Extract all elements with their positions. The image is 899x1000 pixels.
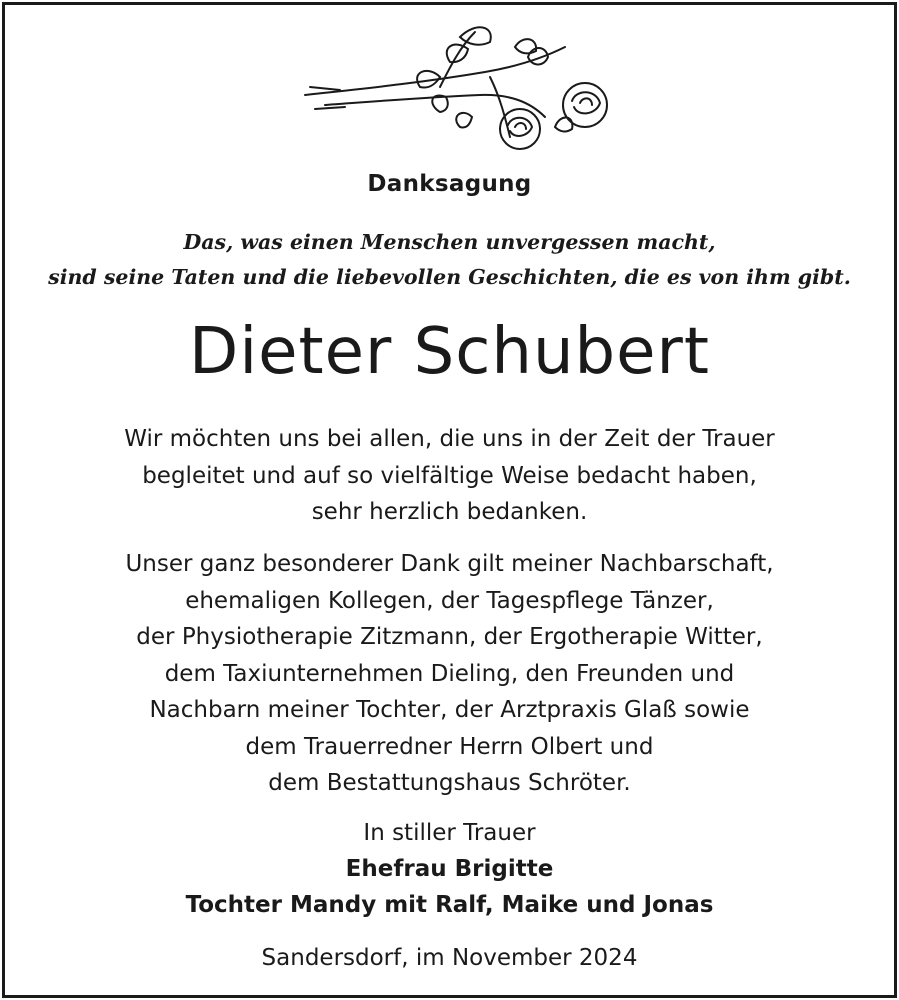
heading-danksagung: Danksagung xyxy=(367,171,532,197)
motto-line: sind seine Taten und die liebevollen Geschichten, die es von ihm gibt. xyxy=(48,265,851,289)
signature-family: Tochter Mandy mit Ralf, Maike und Jonas xyxy=(185,892,714,918)
signature-block xyxy=(5,815,894,923)
signature-wife: Ehefrau Brigitte xyxy=(345,856,554,882)
text-line: sehr herzlich bedanken. xyxy=(311,499,588,525)
text-line: ehemaligen Kollegen, der Tagespflege Tänzer, xyxy=(185,587,714,614)
deceased-name: Dieter Schubert xyxy=(189,315,710,389)
obituary-card xyxy=(2,2,897,998)
motto xyxy=(5,225,894,295)
text-line: dem Bestattungshaus Schröter. xyxy=(268,770,631,796)
text-line: Wir möchten uns bei allen, die uns in der Zeit der Trauer xyxy=(124,426,775,452)
text-line: der Physiotherapie Zitzmann, der Ergotherapie Witter, xyxy=(136,624,763,650)
text-line: begleitet und auf so vielfältige Weise bedacht haben, xyxy=(142,462,757,489)
signature-intro: In stiller Trauer xyxy=(363,820,536,846)
roses-branch-icon xyxy=(300,17,615,167)
text-line: dem Taxiunternehmen Dieling, den Freunden und xyxy=(164,660,735,687)
special-thanks-paragraph xyxy=(5,546,894,802)
text-line: Nachbarn meiner Tochter, der Arztpraxis Glaß sowie xyxy=(149,697,750,723)
motto-line: Das, was einen Menschen unvergessen macht, xyxy=(183,230,716,254)
text-line: Unser ganz besonderer Dank gilt meiner Nachbarschaft, xyxy=(125,551,774,577)
place-date: Sandersdorf, im November 2024 xyxy=(261,945,638,971)
thanks-paragraph xyxy=(5,421,894,531)
text-line: dem Trauerredner Herrn Olbert und xyxy=(245,733,654,760)
